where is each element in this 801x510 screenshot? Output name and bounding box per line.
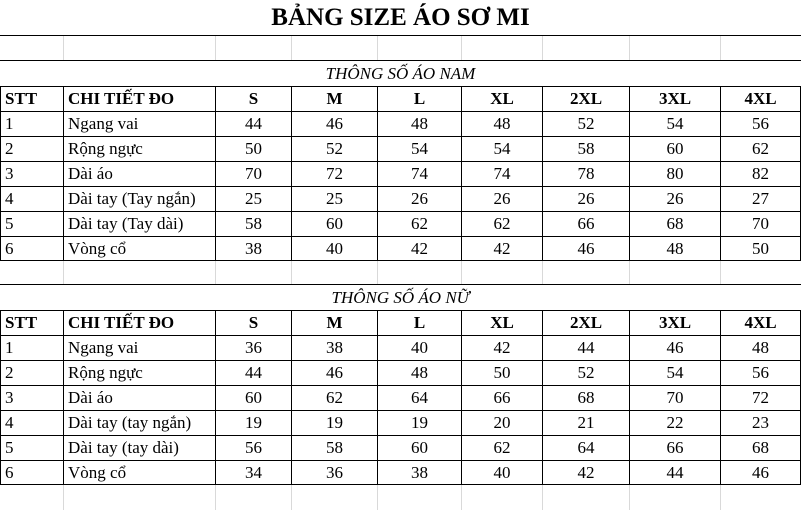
measurement-label: Rộng ngực: [64, 137, 216, 161]
size-value-cell: 70: [216, 162, 292, 186]
size-value-cell: 48: [378, 112, 462, 136]
measurement-label: Vòng cổ: [64, 237, 216, 260]
size-value-cell: 68: [630, 212, 721, 236]
size-value-cell: 56: [216, 436, 292, 460]
size-value-cell: 58: [216, 212, 292, 236]
row-index: 4: [0, 411, 64, 435]
table-row: [0, 161, 801, 186]
size-value-cell: 62: [462, 212, 543, 236]
size-value-cell: 68: [543, 386, 630, 410]
row-index: 1: [0, 336, 64, 360]
size-value-cell: 25: [216, 187, 292, 211]
size-value-cell: 46: [543, 237, 630, 260]
size-value-cell: 50: [216, 137, 292, 161]
row-index: 5: [0, 212, 64, 236]
size-value-cell: 38: [292, 336, 378, 360]
row-index: 2: [0, 361, 64, 385]
row-index: 3: [0, 162, 64, 186]
size-value-cell: 60: [216, 386, 292, 410]
table-row: [0, 360, 801, 385]
header-size-xl: XL: [462, 311, 543, 335]
page-title: BẢNG SIZE ÁO SƠ MI: [271, 4, 530, 31]
header-detail: CHI TIẾT ĐO: [64, 311, 216, 335]
size-value-cell: 46: [630, 336, 721, 360]
measurement-label: Dài tay (tay ngắn): [64, 411, 216, 435]
size-value-cell: 46: [721, 461, 801, 484]
size-value-cell: 27: [721, 187, 801, 211]
size-value-cell: 42: [462, 237, 543, 260]
size-value-cell: 52: [292, 137, 378, 161]
size-value-cell: 72: [721, 386, 801, 410]
size-value-cell: 46: [292, 112, 378, 136]
size-value-cell: 70: [721, 212, 801, 236]
size-value-cell: 66: [543, 212, 630, 236]
size-value-cell: 64: [378, 386, 462, 410]
header-size-4xl: 4XL: [721, 311, 801, 335]
header-size-s: S: [216, 311, 292, 335]
header-size-l: L: [378, 87, 462, 111]
row-index: 3: [0, 386, 64, 410]
header-size-s: S: [216, 87, 292, 111]
size-value-cell: 64: [543, 436, 630, 460]
table-row: [0, 186, 801, 211]
header-size-xl: XL: [462, 87, 543, 111]
size-value-cell: 80: [630, 162, 721, 186]
measurement-label: Dài áo: [64, 162, 216, 186]
measurement-label: Ngang vai: [64, 112, 216, 136]
men-section-caption-row: [0, 60, 801, 86]
size-value-cell: 74: [462, 162, 543, 186]
size-value-cell: 56: [721, 112, 801, 136]
row-index: 1: [0, 112, 64, 136]
size-value-cell: 19: [378, 411, 462, 435]
table-row: [0, 435, 801, 460]
size-value-cell: 38: [378, 461, 462, 484]
size-value-cell: 82: [721, 162, 801, 186]
header-size-l: L: [378, 311, 462, 335]
measurement-label: Rộng ngực: [64, 361, 216, 385]
size-value-cell: 78: [543, 162, 630, 186]
size-value-cell: 19: [216, 411, 292, 435]
table-row: [0, 385, 801, 410]
women-header-row: [0, 310, 801, 335]
size-value-cell: 62: [462, 436, 543, 460]
header-size-3xl: 3XL: [630, 311, 721, 335]
size-value-cell: 38: [216, 237, 292, 260]
size-value-cell: 42: [378, 237, 462, 260]
size-value-cell: 42: [543, 461, 630, 484]
size-value-cell: 26: [378, 187, 462, 211]
size-value-cell: 56: [721, 361, 801, 385]
size-value-cell: 72: [292, 162, 378, 186]
women-section-caption: THÔNG SỐ ÁO NỮ: [331, 287, 470, 307]
size-value-cell: 52: [543, 112, 630, 136]
size-value-cell: 54: [378, 137, 462, 161]
size-value-cell: 66: [630, 436, 721, 460]
size-value-cell: 20: [462, 411, 543, 435]
size-value-cell: 26: [543, 187, 630, 211]
size-value-cell: 48: [721, 336, 801, 360]
header-size-2xl: 2XL: [543, 311, 630, 335]
men-header-row: [0, 86, 801, 111]
measurement-label: Dài tay (Tay dài): [64, 212, 216, 236]
size-value-cell: 36: [216, 336, 292, 360]
blank-row: [0, 36, 801, 60]
table-row: [0, 136, 801, 161]
size-value-cell: 22: [630, 411, 721, 435]
men-section-caption: THÔNG SỐ ÁO NAM: [325, 63, 476, 83]
row-index: 2: [0, 137, 64, 161]
table-row: [0, 236, 801, 261]
size-value-cell: 36: [292, 461, 378, 484]
header-size-m: M: [292, 87, 378, 111]
size-value-cell: 68: [721, 436, 801, 460]
measurement-label: Ngang vai: [64, 336, 216, 360]
table-row: [0, 211, 801, 236]
row-index: 6: [0, 461, 64, 484]
header-stt: STT: [0, 311, 64, 335]
header-size-4xl: 4XL: [721, 87, 801, 111]
size-value-cell: 26: [462, 187, 543, 211]
size-value-cell: 62: [378, 212, 462, 236]
measurement-label: Dài tay (tay dài): [64, 436, 216, 460]
table-row: [0, 460, 801, 485]
size-value-cell: 60: [378, 436, 462, 460]
size-value-cell: 44: [216, 361, 292, 385]
measurement-label: Dài tay (Tay ngắn): [64, 187, 216, 211]
size-value-cell: 48: [630, 237, 721, 260]
header-detail: CHI TIẾT ĐO: [64, 87, 216, 111]
table-row: [0, 410, 801, 435]
size-value-cell: 40: [378, 336, 462, 360]
header-size-3xl: 3XL: [630, 87, 721, 111]
size-value-cell: 42: [462, 336, 543, 360]
size-value-cell: 40: [292, 237, 378, 260]
size-value-cell: 74: [378, 162, 462, 186]
size-value-cell: 50: [721, 237, 801, 260]
size-value-cell: 58: [292, 436, 378, 460]
size-value-cell: 46: [292, 361, 378, 385]
size-value-cell: 70: [630, 386, 721, 410]
table-row: [0, 335, 801, 360]
header-size-2xl: 2XL: [543, 87, 630, 111]
size-value-cell: 40: [462, 461, 543, 484]
size-value-cell: 60: [630, 137, 721, 161]
size-value-cell: 54: [630, 112, 721, 136]
measurement-label: Vòng cổ: [64, 461, 216, 484]
title-row: [0, 0, 801, 36]
blank-row: [0, 261, 801, 284]
table-row: [0, 111, 801, 136]
measurement-label: Dài áo: [64, 386, 216, 410]
size-value-cell: 23: [721, 411, 801, 435]
size-value-cell: 62: [292, 386, 378, 410]
size-value-cell: 66: [462, 386, 543, 410]
size-value-cell: 25: [292, 187, 378, 211]
row-index: 4: [0, 187, 64, 211]
row-index: 6: [0, 237, 64, 260]
size-value-cell: 50: [462, 361, 543, 385]
size-value-cell: 34: [216, 461, 292, 484]
size-value-cell: 60: [292, 212, 378, 236]
row-index: 5: [0, 436, 64, 460]
size-value-cell: 62: [721, 137, 801, 161]
size-value-cell: 52: [543, 361, 630, 385]
size-value-cell: 26: [630, 187, 721, 211]
size-value-cell: 48: [378, 361, 462, 385]
size-value-cell: 54: [630, 361, 721, 385]
size-value-cell: 58: [543, 137, 630, 161]
size-value-cell: 44: [543, 336, 630, 360]
size-value-cell: 54: [462, 137, 543, 161]
header-size-m: M: [292, 311, 378, 335]
size-value-cell: 44: [630, 461, 721, 484]
size-value-cell: 19: [292, 411, 378, 435]
blank-row: [0, 485, 801, 510]
header-stt: STT: [0, 87, 64, 111]
size-value-cell: 48: [462, 112, 543, 136]
size-value-cell: 44: [216, 112, 292, 136]
size-value-cell: 21: [543, 411, 630, 435]
women-section-caption-row: [0, 284, 801, 310]
